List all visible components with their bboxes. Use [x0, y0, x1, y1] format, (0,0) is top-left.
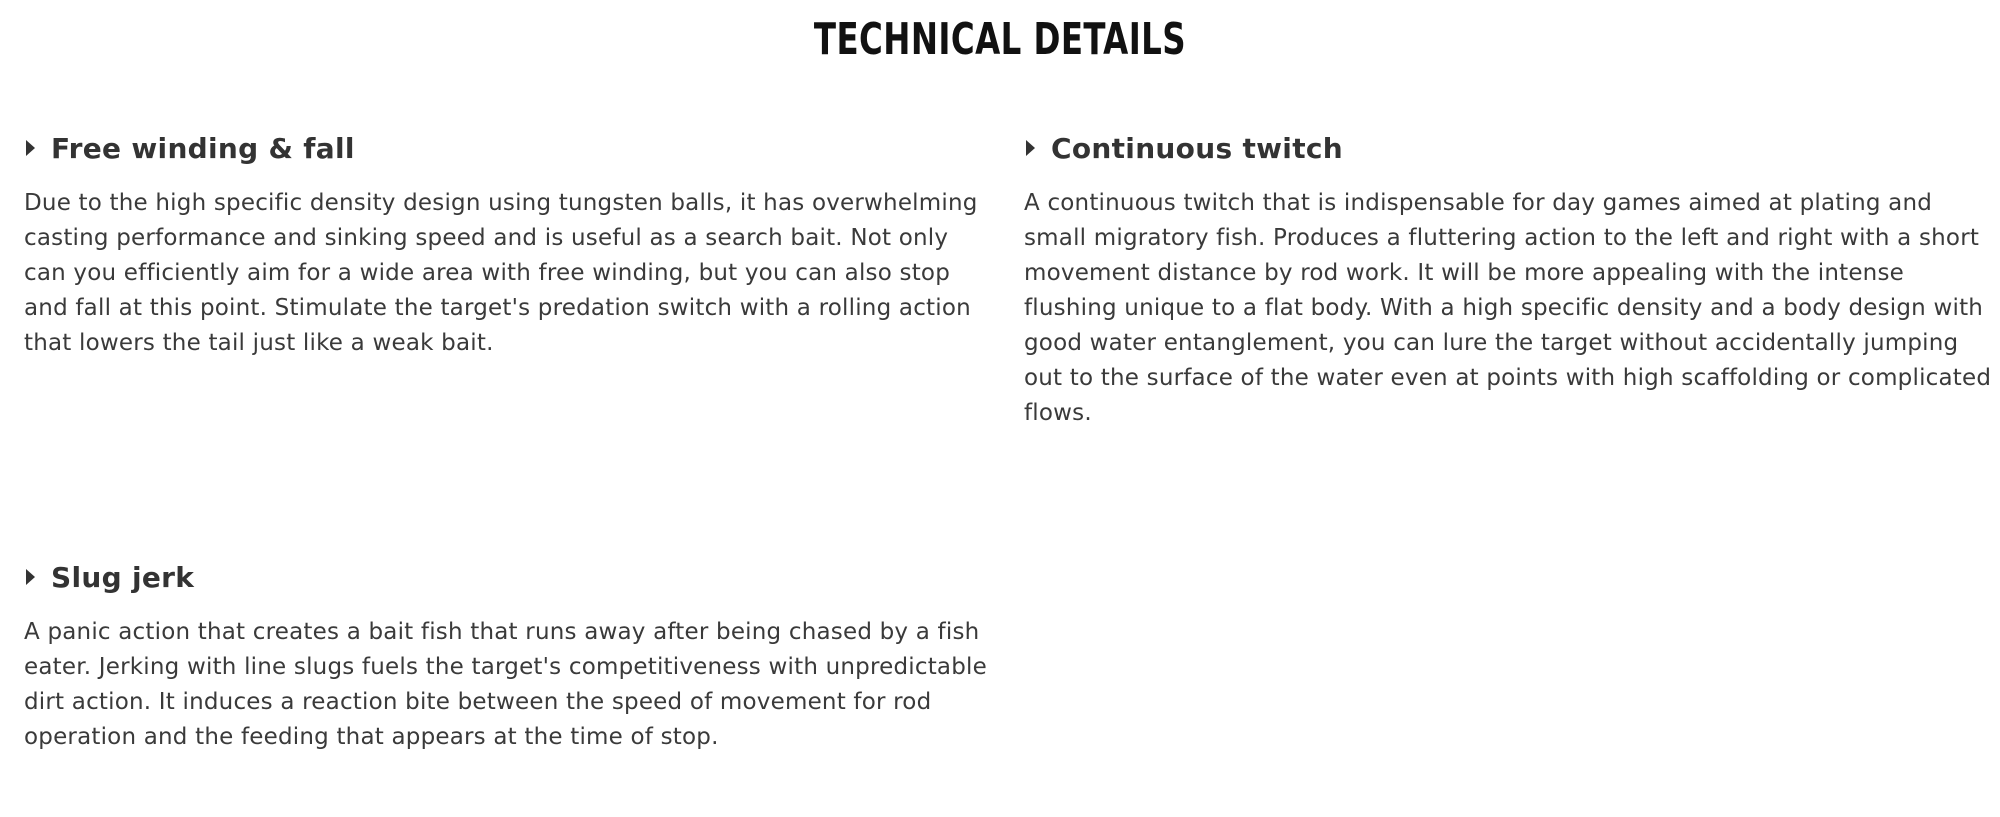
section-body: Due to the high specific density design using tungsten balls, it has overwhelming casting performance and sinking speed and is useful as a search bait. Not only can you efficiently aim for a wide area with free winding, but you can also stop and fall at this point. Stimulate the target's predation switch with a rolling action that lowers the tail just like a weak bait.: [24, 190, 978, 356]
section-body: A panic action that creates a bait fish that runs away after being chased by a fish eater. Jerking with line slugs fuels the target's competitiveness with unpredictable dirt action. It induces a reaction bite between the speed of movement for rod operation and the feeding that appears at the time of stop.: [24, 619, 987, 750]
section-heading[interactable]: [24, 128, 994, 168]
section-slug-jerk: [24, 557, 994, 755]
caret-right-icon[interactable]: [26, 140, 35, 156]
section-heading-label: Slug jerk: [51, 560, 195, 594]
section-continuous-twitch: [1024, 128, 1994, 431]
section-body: A continuous twitch that is indispensable for day games aimed at plating and small migratory fish. Produces a fluttering action to the left and right with a short movement distance by rod work. It will be more appealing with the intense flushing unique to a flat body. With a high specific density and a body design with good water entanglement, you can lure the target without accidentally jumping out to the surface of the water even at points with high scaffolding or complicated flows.: [1024, 190, 1992, 426]
section-heading[interactable]: [24, 557, 994, 597]
section-free-winding-fall: [24, 128, 994, 361]
section-heading-label: Free winding & fall: [51, 131, 355, 165]
section-heading-label: Continuous twitch: [1051, 131, 1344, 165]
caret-right-icon[interactable]: [26, 569, 35, 585]
caret-right-icon[interactable]: [1026, 140, 1035, 156]
section-heading[interactable]: [1024, 128, 1994, 168]
page-title: TECHNICAL DETAILS: [813, 14, 1187, 65]
